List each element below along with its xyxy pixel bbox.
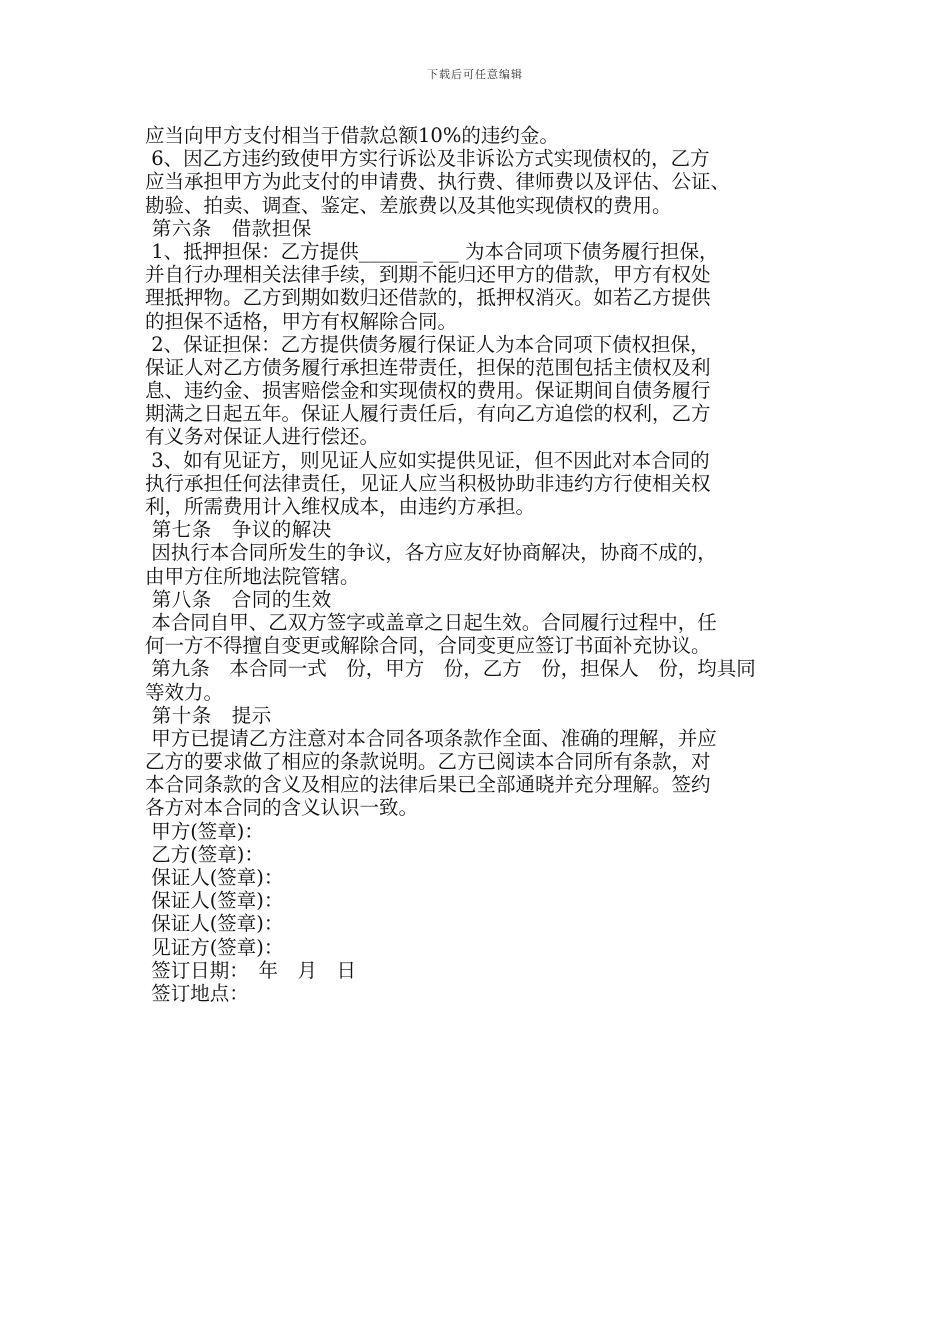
paragraph-line: 应当向甲方支付相当于借款总额10%的违约金。 bbox=[145, 124, 559, 147]
paragraph-line: 乙方的要求做了相应的条款说明。乙方已阅读本合同所有条款，对 bbox=[145, 750, 711, 774]
signature-line: 保证人(签章)： bbox=[145, 912, 284, 936]
signature-line: 甲方(签章)： bbox=[145, 819, 264, 843]
signature-line: 保证人(签章)： bbox=[145, 866, 284, 889]
signature-line: 乙方(签章)： bbox=[145, 842, 264, 866]
paragraph-line: 第九条 本合同一式 份，甲方 份，乙方 份，担保人 份，均具同 bbox=[145, 657, 756, 681]
paragraph-line: 息、违约金、损害赔偿金和实现债权的费用。保证期间自债务履行 bbox=[145, 379, 711, 403]
paragraph-line: 期满之日起五年。保证人履行责任后，有向乙方追偿的权利，乙方 bbox=[145, 402, 711, 426]
contract-body bbox=[145, 124, 810, 1005]
signature-line: 见证方(签章)： bbox=[145, 935, 284, 959]
paragraph-line: 2、保证担保：乙方提供债务履行保证人为本合同项下债权担保， bbox=[145, 332, 710, 356]
paragraph-line: 由甲方住所地法院管辖。 bbox=[145, 564, 360, 588]
paragraph-line: 1、抵押担保：乙方提供______ _ __ 为本合同项下债务履行担保， bbox=[145, 239, 719, 263]
paragraph-line: 有义务对保证人进行偿还。 bbox=[145, 425, 380, 449]
paragraph-line: 本合同自甲、乙双方签字或盖章之日起生效。合同履行过程中，任 bbox=[145, 610, 717, 634]
article-heading: 第七条 争议的解决 bbox=[145, 518, 332, 542]
paragraph-line: 甲方已提请乙方注意对本合同各项条款作全面、准确的理解，并应 bbox=[145, 726, 717, 750]
paragraph-line: 应当承担甲方为此支付的申请费、执行费、律师费以及评估、公证、 bbox=[145, 170, 731, 194]
paragraph-line: 各方对本合同的含义认识一致。 bbox=[145, 796, 419, 820]
article-heading: 第八条 合同的生效 bbox=[145, 587, 332, 611]
paragraph-line: 并自行办理相关法律手续，到期不能归还甲方的借款，甲方有权处 bbox=[145, 263, 711, 287]
signing-place-line: 签订地点： bbox=[145, 981, 249, 1005]
paragraph-line: 利，所需费用计入维权成本，由违约方承担。 bbox=[145, 495, 536, 518]
signature-line: 保证人(签章)： bbox=[145, 889, 284, 913]
paragraph-line: 因执行本合同所发生的争议，各方应友好协商解决，协商不成的， bbox=[145, 541, 717, 565]
article-heading: 第十条 提示 bbox=[145, 703, 272, 727]
paragraph-line: 勘验、拍卖、调查、鉴定、差旅费以及其他实现债权的费用。 bbox=[145, 193, 672, 217]
paragraph-line: 等效力。 bbox=[145, 680, 224, 704]
paragraph-line: 执行承担任何法律责任，见证人应当积极协助非违约方行使相关权 bbox=[145, 471, 711, 495]
page-header-note: 下载后可任意编辑 bbox=[427, 68, 523, 81]
paragraph-line: 本合同条款的含义及相应的法律后果已全部通晓并充分理解。签约 bbox=[145, 773, 711, 797]
paragraph-line: 理抵押物。乙方到期如数归还借款的，抵押权消灭。如若乙方提供 bbox=[145, 286, 711, 310]
paragraph-line: 的担保不适格，甲方有权解除合同。 bbox=[145, 309, 458, 333]
paragraph-line: 3、如有见证方，则见证人应如实提供见证，但不因此对本合同的 bbox=[145, 448, 710, 472]
paragraph-line: 何一方不得擅自变更或解除合同，合同变更应签订书面补充协议。 bbox=[145, 634, 711, 658]
signing-date-line: 签订日期： 年 月 日 bbox=[145, 958, 356, 982]
paragraph-line: 6、因乙方违约致使甲方实行诉讼及非诉讼方式实现债权的，乙方 bbox=[145, 147, 710, 171]
article-heading: 第六条 借款担保 bbox=[145, 216, 312, 240]
paragraph-line: 保证人对乙方债务履行承担连带责任，担保的范围包括主债权及利 bbox=[145, 355, 711, 379]
